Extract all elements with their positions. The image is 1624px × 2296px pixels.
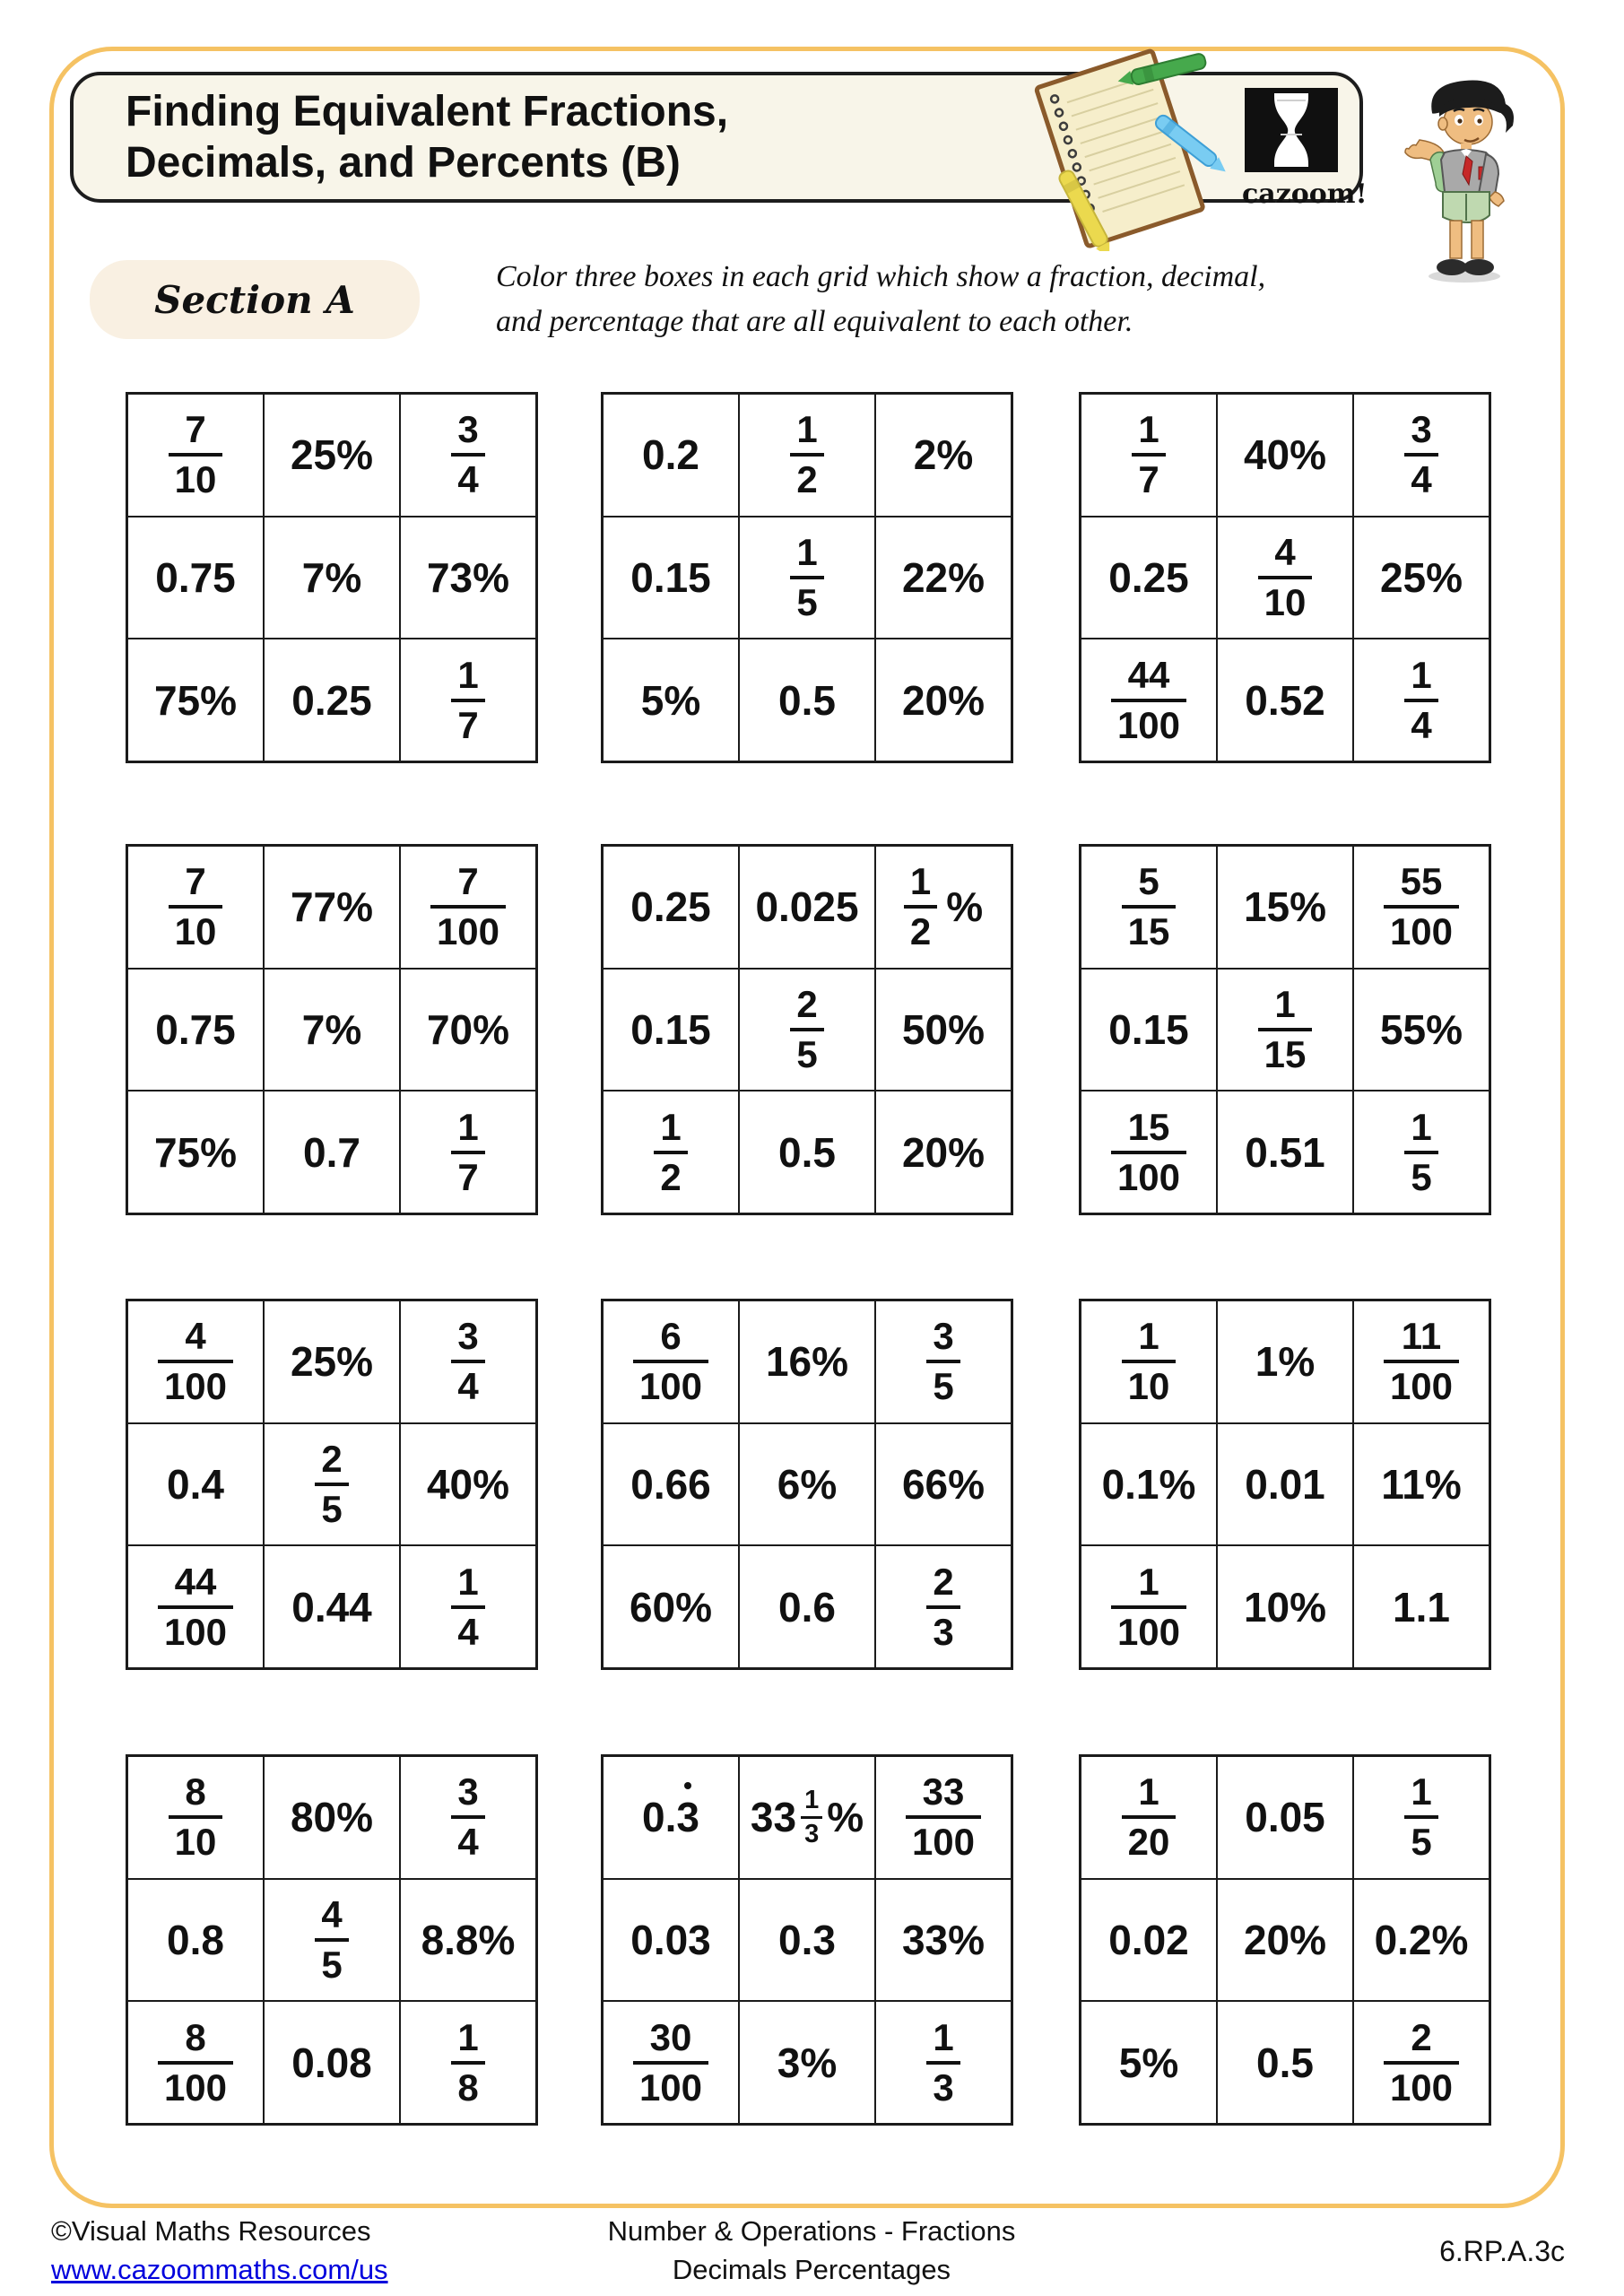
grid-cell[interactable]: 0.25 [264,639,400,761]
grid-cell[interactable]: 25% [264,1300,400,1423]
grid-cell[interactable]: 0.2 [603,394,739,517]
grid-cell[interactable]: 0.4 [127,1423,264,1546]
grid-cell[interactable]: 7% [264,517,400,639]
grid-cell[interactable]: $\frac{3}{5}$ [875,1300,1012,1423]
grid-cell[interactable]: 0.03 [603,1879,739,2002]
grid-cell[interactable]: 20% [875,1091,1012,1213]
grid-cell[interactable]: 75% [127,639,264,761]
grid-cell[interactable]: $\frac{1}{5}$ [739,517,875,639]
copyright-text: ©Visual Maths Resources [51,2215,371,2247]
equivalence-grid [126,844,538,1215]
equivalence-grid [126,1299,538,1670]
equivalence-grid [601,1299,1013,1670]
grid-cell[interactable]: $\frac{33}{100}$ [875,1756,1012,1879]
grid-cell[interactable]: 0.25 [603,846,739,969]
grid-cell[interactable]: $\frac{1}{100}$ [1081,1545,1217,1668]
grid-cell[interactable]: 40% [400,1423,536,1546]
grid-cell[interactable]: $\frac{2}{100}$ [1353,2001,1489,2124]
grid-cell[interactable]: 0.75 [127,969,264,1091]
grid-cell[interactable]: 0.5 [1217,2001,1353,2124]
cazoom-logo [1242,88,1368,210]
grid-cell[interactable]: 0.01 [1217,1423,1353,1546]
grid-cell[interactable]: $\frac{7}{10}$ [127,394,264,517]
grid-cell[interactable]: $\frac{4}{100}$ [127,1300,264,1423]
grid-cell[interactable]: 0.08 [264,2001,400,2124]
page-title-line2: Decimals, and Percents (B) [126,139,681,187]
grid-cell[interactable]: $\frac{1}{10}$ [1081,1300,1217,1423]
grid-cell[interactable]: 0.15 [603,517,739,639]
grid-cell[interactable]: 1% [1217,1300,1353,1423]
grid-cell[interactable]: 0. 3 [603,1756,739,1879]
grid-cell[interactable]: 6% [739,1423,875,1546]
grid-cell[interactable]: 0.5 [739,1091,875,1213]
grid-cell[interactable]: $\frac{1}{20}$ [1081,1756,1217,1879]
section-instruction [496,255,1303,344]
grid-cell[interactable]: $\frac{2}{5}$ [264,1423,400,1546]
footer-topic-line1: Number & Operations - Fractions [607,2215,1016,2247]
grid-cell[interactable]: 0.52 [1217,639,1353,761]
grid-cell[interactable]: $\frac{15}{100}$ [1081,1091,1217,1213]
grid-cell[interactable]: $\frac{1}{2}$ [739,394,875,517]
equivalence-grid [126,1754,538,2126]
grid-cell[interactable]: $\frac{2}{3}$ [875,1545,1012,1668]
grid-cell[interactable]: $\frac{3}{4}$ [400,394,536,517]
grid-cell[interactable]: 0.1% [1081,1423,1217,1546]
grid-cell[interactable]: 5% [1081,2001,1217,2124]
equivalence-grid [1079,392,1491,763]
grid-cell[interactable]: 75% [127,1091,264,1213]
equivalence-grid [601,844,1013,1215]
grid-cell[interactable]: 1.1 [1353,1545,1489,1668]
grid-cell[interactable]: 15% [1217,846,1353,969]
grid-cell[interactable]: $\frac{7}{100}$ [400,846,536,969]
grid-cell[interactable]: 7% [264,969,400,1091]
grid-cell[interactable]: 0.75 [127,517,264,639]
equivalence-grid [601,1754,1013,2126]
equivalence-grid [1079,1299,1491,1670]
grid-cell[interactable]: $\frac{1}{5}$ [1353,1756,1489,1879]
grid-cell[interactable]: 10% [1217,1545,1353,1668]
grid-cell[interactable]: $\frac{1}{4}$ [1353,639,1489,761]
instruction-line2: and percentage that are all equivalent to each other. [496,305,1133,338]
hourglass-icon [1245,88,1338,172]
grid-cell[interactable]: $\frac{4}{5}$ [264,1879,400,2002]
grid-cell[interactable]: $\frac{1}{5}$ [1353,1091,1489,1213]
grid-cell[interactable]: 0.51 [1217,1091,1353,1213]
equivalence-grid [126,392,538,763]
grid-cell[interactable]: 66% [875,1423,1012,1546]
grid-cell[interactable]: $\frac{7}{10}$ [127,846,264,969]
footer-topic-line2: Decimals Percentages [672,2254,951,2285]
grid-cell[interactable]: $\frac{11}{100}$ [1353,1300,1489,1423]
grid-cell[interactable]: 20% [875,639,1012,761]
page-title: Finding Equivalent Fractions, [126,88,729,135]
grid-cell[interactable]: 0.05 [1217,1756,1353,1879]
boy-mascot-illustration [1385,74,1543,285]
grid-cell[interactable]: 0.44 [264,1545,400,1668]
equivalence-grid [1079,844,1491,1215]
equivalence-grid [1079,1754,1491,2126]
cazoom-logo-text: cazoom! [1242,178,1368,210]
grid-cell[interactable]: $\frac{1}{8}$ [400,2001,536,2124]
grid-cell[interactable]: $\frac{44}{100}$ [127,1545,264,1668]
grid-cell[interactable]: $\frac{1}{4}$ [400,1545,536,1668]
grid-cell[interactable]: 16% [739,1300,875,1423]
grid-cell[interactable]: 0.2% [1353,1879,1489,2002]
grid-cell[interactable]: 0.15 [603,969,739,1091]
grid-cell[interactable]: 0.7 [264,1091,400,1213]
grid-cell[interactable]: 20% [1217,1879,1353,2002]
grid-cell[interactable]: 25% [1353,517,1489,639]
instruction-line1: Color three boxes in each grid which show a fraction, decimal, [496,260,1266,293]
grid-cell[interactable]: 60% [603,1545,739,1668]
grid-cell[interactable]: 50% [875,969,1012,1091]
grid-cell[interactable]: 8.8% [400,1879,536,2002]
grid-cell[interactable]: $\frac{2}{5}$ [739,969,875,1091]
grid-cell[interactable]: 11% [1353,1423,1489,1546]
grid-cell[interactable]: 77% [264,846,400,969]
standard-code: 6.RP.A.3c [1439,2235,1565,2267]
grid-cell[interactable]: $\frac{1}{7}$ [400,1091,536,1213]
grid-cell[interactable]: 33% [875,1879,1012,2002]
grid-cell[interactable]: $\frac{3}{4}$ [1353,394,1489,517]
grid-cell[interactable]: 0.02 [1081,1879,1217,2002]
grid-cell[interactable]: 0.8 [127,1879,264,2002]
grid-cell[interactable]: 0.5 [739,639,875,761]
grid-cell[interactable]: $\frac{3}{4}$ [400,1300,536,1423]
grid-cell[interactable]: $\frac{55}{100}$ [1353,846,1489,969]
grid-cell[interactable]: 55% [1353,969,1489,1091]
grid-cell[interactable]: $\frac{8}{100}$ [127,2001,264,2124]
grid-cell[interactable]: $\frac{1}{3}$ [875,2001,1012,2124]
grid-cell[interactable]: $\frac{1}{7}$ [1081,394,1217,517]
grid-cell[interactable]: $\frac{1}{2}$ % [875,846,1012,969]
grid-cell[interactable]: 0.25 [1081,517,1217,639]
equivalence-grid [601,392,1013,763]
grid-cell[interactable]: 0.6 [739,1545,875,1668]
grid-cell[interactable]: 73% [400,517,536,639]
grid-cell[interactable]: $\frac{3}{4}$ [400,1756,536,1879]
grid-cell[interactable]: 5% [603,639,739,761]
grid-cell[interactable]: $\frac{30}{100}$ [603,2001,739,2124]
grid-cell[interactable]: $\frac{8}{10}$ [127,1756,264,1879]
notebook-icon [994,43,1238,251]
grid-cell[interactable]: 25% [264,394,400,517]
grid-cell[interactable]: 70% [400,969,536,1091]
section-a-label: Section A [90,260,420,339]
grid-cell[interactable]: 0.15 [1081,969,1217,1091]
grid-cell[interactable]: $\frac{1}{2}$ [603,1091,739,1213]
grid-cell[interactable]: 0.3 [739,1879,875,2002]
grid-cell[interactable]: $\frac{1}{7}$ [400,639,536,761]
grid-cell[interactable]: 22% [875,517,1012,639]
grid-cell[interactable]: $\frac{6}{100}$ [603,1300,739,1423]
grid-cell[interactable]: 80% [264,1756,400,1879]
grid-cell[interactable]: $\frac{44}{100}$ [1081,639,1217,761]
grid-cell[interactable]: 0.025 [739,846,875,969]
grid-cell[interactable]: 0.66 [603,1423,739,1546]
grid-cell[interactable]: 33 $\frac{1}{3}$ % [739,1756,875,1879]
grid-cell[interactable]: $\frac{4}{10}$ [1217,517,1353,639]
website-link[interactable]: www.cazoommaths.com/us [51,2254,388,2285]
grid-cell[interactable]: 2% [875,394,1012,517]
grid-cell[interactable]: 40% [1217,394,1353,517]
grid-cell[interactable]: 3% [739,2001,875,2124]
grid-cell[interactable]: $\frac{5}{15}$ [1081,846,1217,969]
grid-cell[interactable]: $\frac{1}{15}$ [1217,969,1353,1091]
